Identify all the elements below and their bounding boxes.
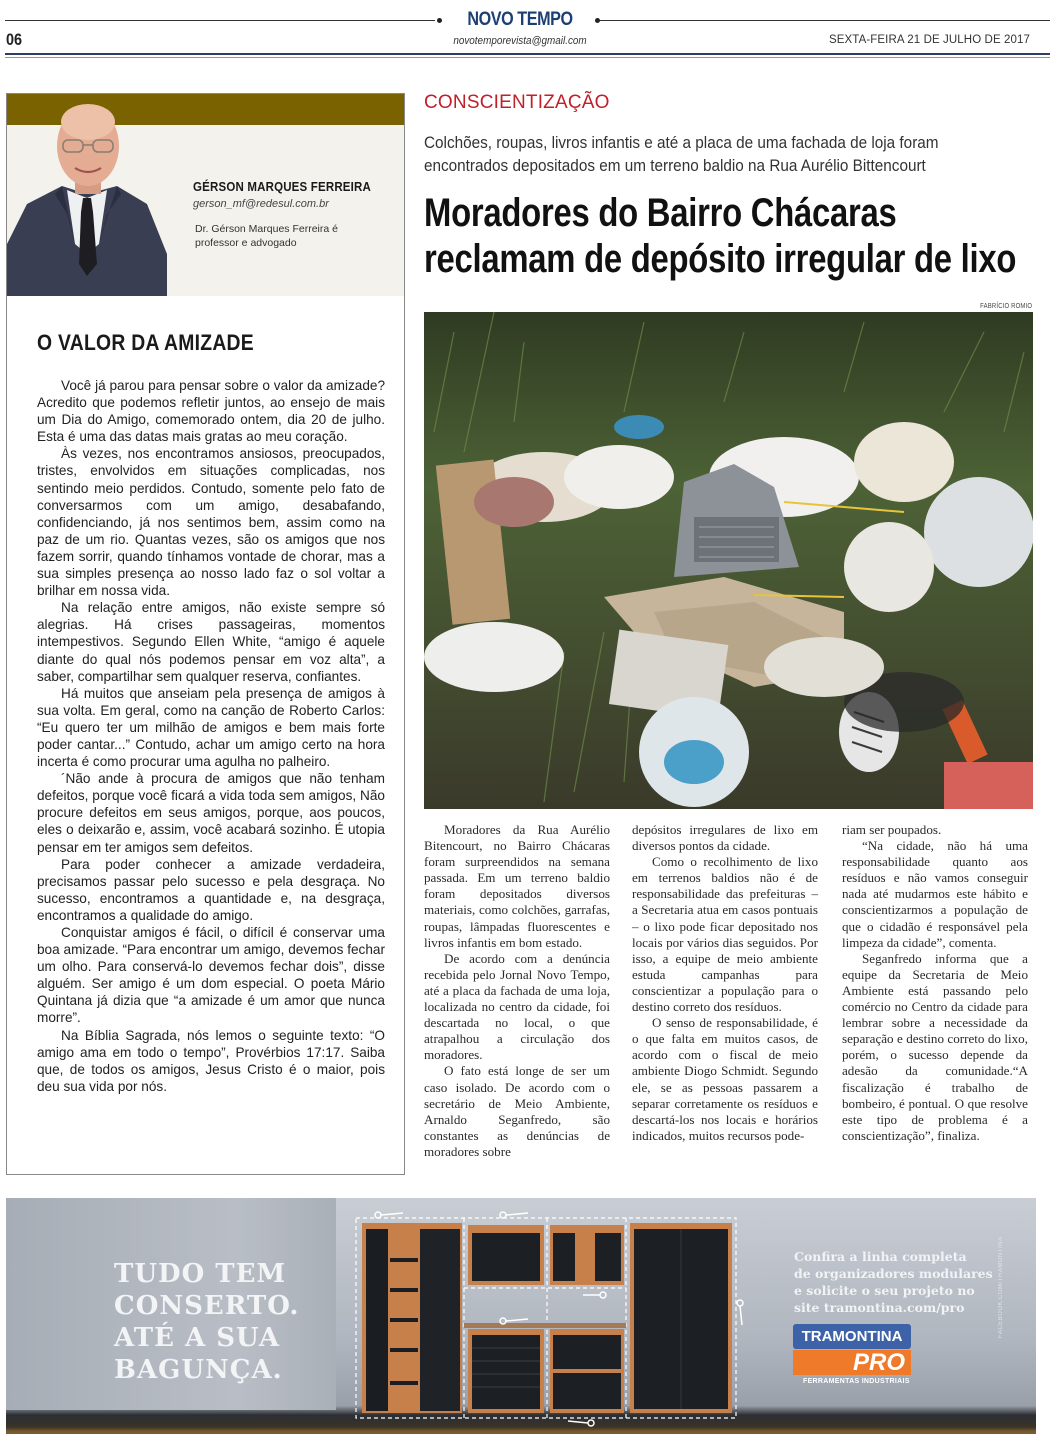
ad-tagline-line: TUDO TEM [114,1259,287,1289]
issue-date: SEXTA-FEIRA 21 DE JULHO DE 2017 [828,34,1030,46]
masthead-divider-thin [5,57,1050,58]
article-headline [424,190,1017,282]
opinion-paragraph: Há muitos que anseiam pela presença de amigos à sua volta. Em geral, como na canção de Roberto Carlos: “Eu quero ter um milhão de amigos e bem mais forte poder cantar...” Contudo, achar um amigo certo na hora incerta é como procurar uma agulha no palheiro. [37,685,385,770]
opinion-paragraph: Conquistar amigos é fácil, o difícil é conservar uma boa amizade. “Para encontrar um amigo, devemos fechar um olho. Para conservá-lo devemos fechar dois”, disse alguém. Ser amigo é um dom especial. O poeta Mário Quintana já dizia que “a amizade é um amor que nunca morre”. [37,925,385,1026]
article-paragraph: depósitos irregulares de lixo em diversos pontos da cidade. [632,822,818,854]
article-paragraph: “Na cidade, não há uma responsabilidade quanto aos resíduos e não vamos conseguir nada até mudarmos este hábito e conscientizarmos a população de que o cidadão é responsável pela limpeza da cidade”, comenta. [842,838,1028,950]
page-number: 06 [6,30,23,49]
ad-copy-line: de organizadores modulares [794,1266,993,1281]
author-portrait-icon [7,94,167,296]
ad-social-handle: FACEBOOK.COM/TRAMONTINA [998,1236,1004,1338]
author-photo [7,94,167,296]
article-paragraph: Seganfredo informa que a equipe da Secretaria de Meio Ambiente está passando pelo comércio no Centro da cidade para lembrar sobre a necessidade da separação e destino correto do lixo, porém, o sucesso depende da adesão da comunidade.“A fiscalização é trabalho de bombeiro, é pontual. O que resolve este tipo de problema é a conscientização”, finaliza. [842,950,1028,1143]
tramontina-logo: TRAMONTINA [793,1324,911,1349]
author-email-link[interactable]: gerson_mf@redesul.com.br [193,198,329,210]
masthead-rule-left [5,20,435,21]
ad-copy [794,1248,993,1316]
ad-tagline-line: CONSERTO. [114,1291,300,1321]
ad-tagline-line: ATÉ A SUA [114,1323,281,1353]
ad-copy-line: e solicite o seu projeto no [794,1283,975,1298]
masthead-rule-right [600,20,1050,21]
opinion-paragraph: Na relação entre amigos, não existe sempre só alegrias. Há crises passageiras, momentos intempestivos. Segundo Ellen White, “amigo é aquele diante do qual nós podemos pensar em voz alta”, a saber, compartilhar sem qualquer reserva, confiantes. [37,600,385,684]
opinion-title: O VALOR DA AMIZADE [37,330,254,355]
newspaper-title: NOVO TEMPO [467,9,573,30]
article-paragraph: O senso de responsabilidade, é o que falta em muitos casos, de acordo com o fiscal de meio ambiente Diogo Schmidt. Segundo ele, se as pessoas passarem a separar corretamente os resíduos e descartá-los nos locais e horários indicados, muitos recursos pode- [632,1015,818,1143]
subhead-line: Colchões, roupas, livros infantis e até a placa de uma fachada de loja foram [424,133,939,152]
opinion-paragraph: ´Não ande à procura de amigos que não tenham defeitos, porque você ficará a vida toda sem amigos, Não procure defeitos em seus amigos, porque, aos poucos, eles o deixarão e, assim, você acabará sozinho. É utopia pensar em ter amigos sem defeitos. [37,771,385,855]
garbage-pile-photo-icon [424,312,1033,809]
article-paragraph: riam ser poupados. [842,822,942,837]
opinion-body [37,377,385,1095]
ad-copy-line: site tramontina.com/pro [794,1300,965,1315]
article-paragraph: O fato está longe de ser um caso isolado. De acordo com o secretário de Meio Ambiente, Arnaldo Seganfredo, são constantes as denúncias de moradores sobre [424,1063,610,1159]
article-paragraph: Moradores da Rua Aurélio Bitencourt, no Bairro Chácaras foram surpreendidos na semana passada. Em um terreno baldio foram depositados diversos materiais, como colchões, garrafas, roupas, lâmpadas fluorescentes e livros infantis em bom estado. [424,822,610,950]
article-paragraph: De acordo com a denúncia recebida pelo Jornal Novo Tempo, até a placa da fachada de uma loja, localizada no centro da cidade, foi descartada no local, o que atrapalhou a circulação dos moradores. [424,950,610,1063]
section-kicker: CONSCIENTIZAÇÃO [424,92,610,113]
article-column-1 [424,822,610,1160]
opinion-paragraph: Às vezes, nos encontramos ansiosos, preocupados, tristes, envolvidos em situações complicadas, nos sentindo meio perdidos. Contudo, somente pelo fato de conversarmos com um amigo, desabafando, confidenciando, já nos sentimos bem, assim como na paz de um rio. Quantas vezes, são os amigos que nos fazem sorrir, quando tínhamos vontade de chorar, mas a sua simples presença ao nosso lado faz o sol voltar a brilhar em nossa vida. [37,446,385,599]
masthead [0,0,1058,60]
tramontina-advertisement[interactable] [6,1198,1036,1434]
photo-credit: FABRÍCIO ROMIO [980,303,1032,310]
headline-line: reclamam de depósito irregular de lixo [424,237,1017,281]
author-header [7,94,404,296]
subhead-line: encontrados depositados em um terreno baldio na Rua Aurélio Bittencourt [424,156,926,175]
article-column-3 [842,822,1028,1144]
tramontina-pro-logo: PRO [793,1350,911,1375]
ad-tagline [114,1258,299,1386]
article-subhead [424,131,982,177]
opinion-paragraph: Para poder conhecer a amizade verdadeira, precisamos passar pelo sucesso e pela desgraça. No sucesso, encontramos a quantidade e, na desgraça, encontramos a qualidade do amigo. [37,856,385,923]
opinion-column [6,93,405,1175]
masthead-divider [5,53,1050,55]
opinion-paragraph: Na Bíblia Sagrada, nós lemos o seguinte texto: “O amigo ama em todo o tempo”, Provérbios 17:17. Saiba que, de todos os amigos, Jesus Cristo é o maior, pois deu sua vida por nós. [37,1027,385,1094]
article-paragraph: Como o recolhimento de lixo em terrenos baldios não é de responsabilidade das prefeituras – a Secretaria atua em casos pontuais – o lixo pode ficar depositado nos locais por vários dias seguidos. Por isso, a equipe de meio ambiente estuda campanhas para conscientizar a população para o destino correto dos resíduos. [632,854,818,1015]
headline-line: Moradores do Bairro Chácaras [424,191,897,235]
modular-cabinets-icon [348,1203,748,1428]
ad-copy-line: Confira a linha completa [794,1249,967,1264]
author-bio: Dr. Gérson Marques Ferreira é professor e advogado [195,223,338,249]
newspaper-email-link[interactable]: novotemporevista@gmail.com [453,35,587,47]
author-name: GÉRSON MARQUES FERREIRA [193,180,372,194]
masthead-dot-left [437,18,442,23]
ad-tagline-line: BAGUNÇA. [114,1355,283,1385]
opinion-paragraph: Você já parou para pensar sobre o valor da amizade? Acredito que podemos refletir juntos, ao ensejo de mais um Dia do Amigo, comemorado ontem, dia 20 de julho. Esta é uma das datas mais gratas ao meu coração. [37,378,385,445]
article-photo [424,312,1033,809]
tramontina-logo-subtitle: FERRAMENTAS INDUSTRIAIS [803,1378,910,1385]
article-column-2 [632,822,818,1144]
